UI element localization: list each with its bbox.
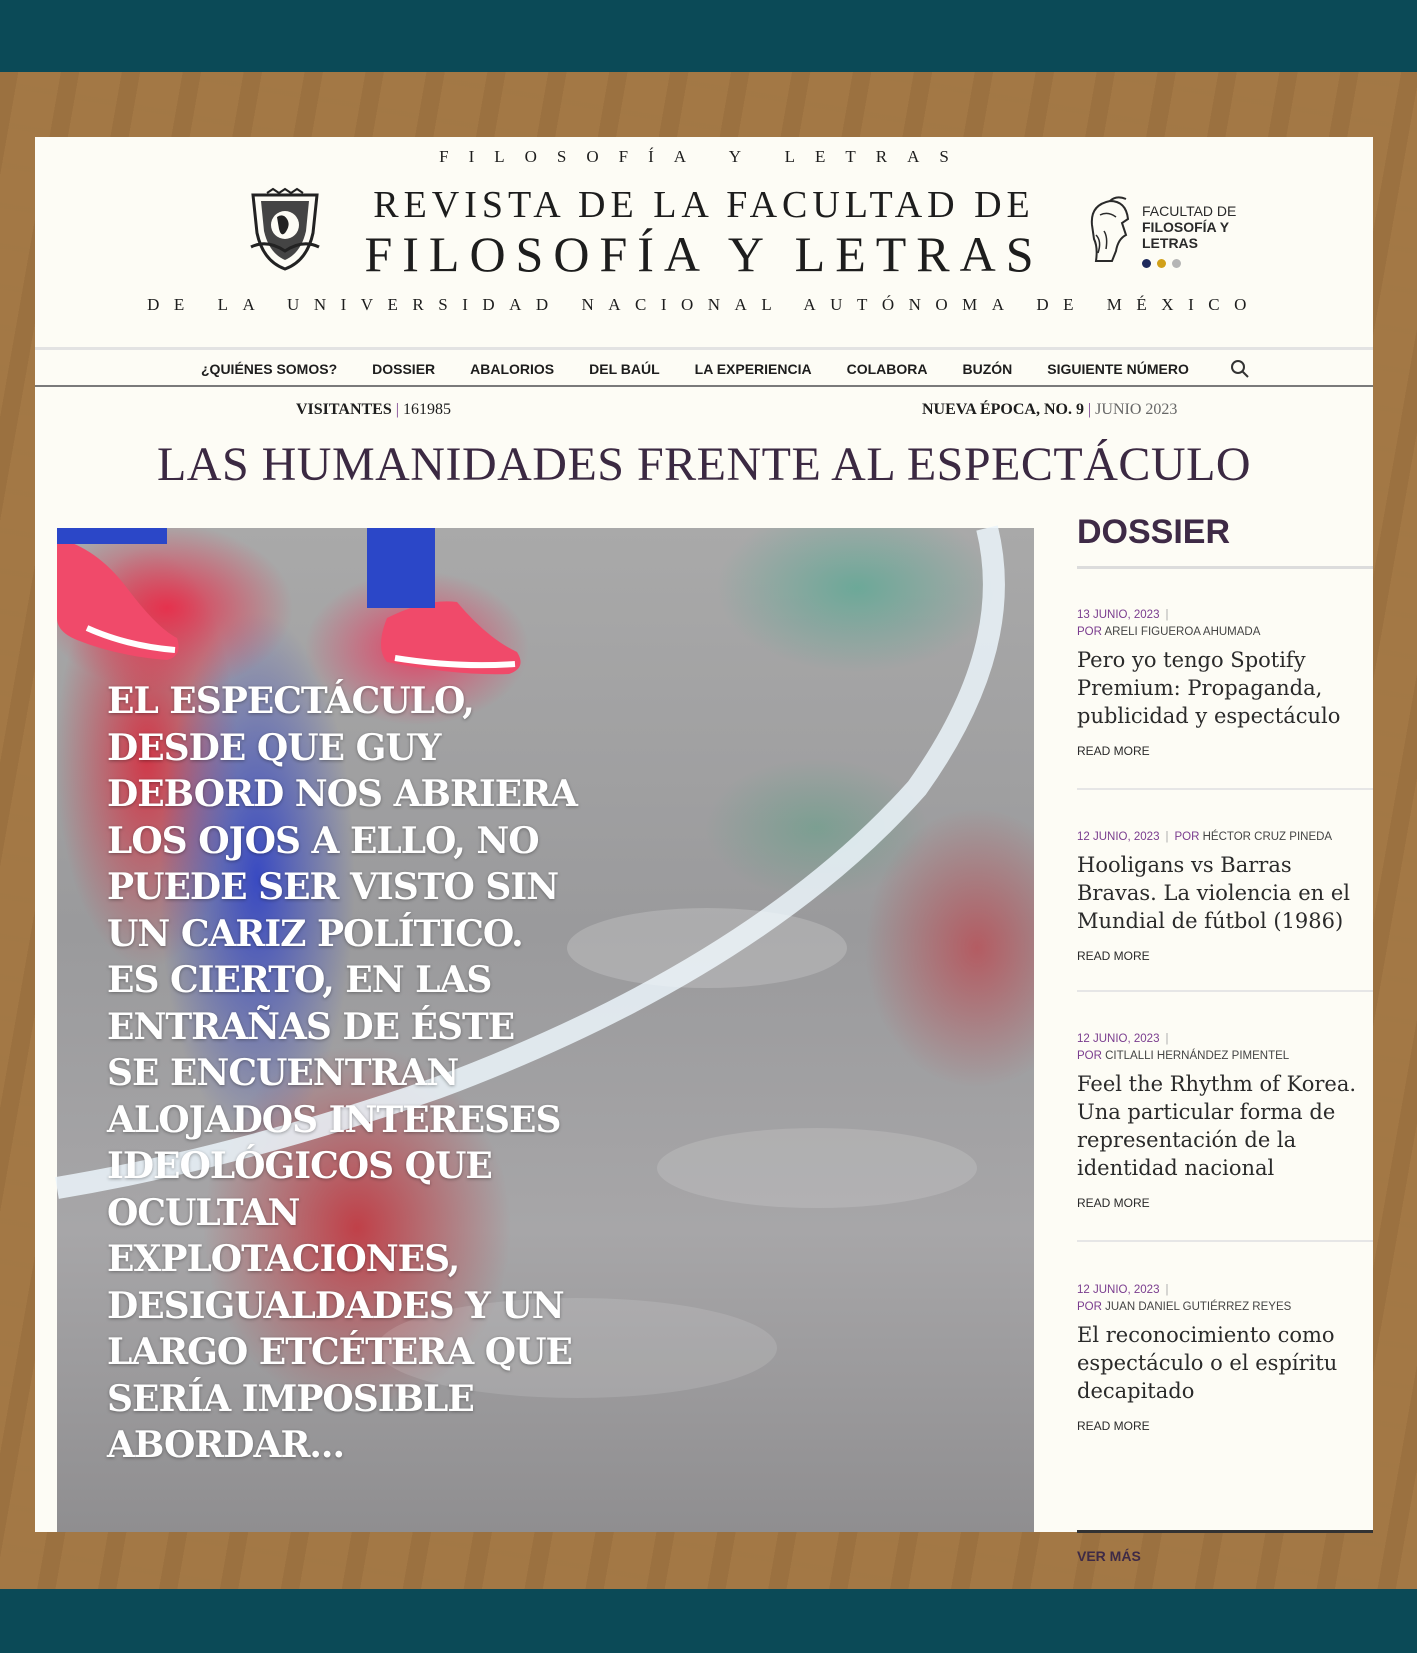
- article-por: POR: [1077, 1301, 1102, 1313]
- article-title[interactable]: El reconocimiento como espectáculo o el espíritu decapitado: [1077, 1323, 1338, 1403]
- main-nav: [35, 347, 1373, 387]
- article-date: 13 JUNIO, 2023: [1077, 609, 1160, 621]
- nav-item-buzon[interactable]: BUZÓN: [962, 360, 1013, 377]
- ver-mas-rule: [1077, 1530, 1373, 1533]
- nav-item-del-baul[interactable]: DEL BAÚL: [589, 360, 660, 377]
- faculty-logo-line1: FACULTAD DE: [1142, 203, 1237, 219]
- nav-item-la-experiencia[interactable]: LA EXPERIENCIA: [694, 360, 812, 377]
- faculty-logo-dots: [1142, 255, 1187, 273]
- faculty-logo-text: [1142, 203, 1236, 251]
- sidebar-title-rule: [1077, 566, 1373, 569]
- header-title-line1: REVISTA DE LA FACULTAD DE: [373, 184, 1035, 226]
- article-por: POR: [1077, 626, 1102, 638]
- ver-mas-link[interactable]: VER MÁS: [1077, 1548, 1141, 1564]
- article-title[interactable]: Feel the Rhythm of Korea. Una particular forma de representación de la identidad nacional: [1077, 1072, 1357, 1180]
- article-divider: [1077, 990, 1373, 992]
- visitors-separator: |: [395, 401, 399, 418]
- nav-item-quienes-somos[interactable]: ¿QUIÉNES SOMOS?: [201, 360, 338, 377]
- issue-date: JUNIO 2023: [1095, 401, 1178, 418]
- visitor-counter: [296, 401, 451, 419]
- nav-item-dossier[interactable]: DOSSIER: [372, 360, 436, 377]
- bottom-band: [0, 1589, 1417, 1653]
- read-more-link[interactable]: READ MORE: [1077, 1196, 1150, 1210]
- article-author[interactable]: CITLALLI HERNÁNDEZ PIMENTEL: [1105, 1050, 1290, 1062]
- issue-info: [922, 401, 1177, 419]
- unam-crest-icon[interactable]: [247, 189, 323, 273]
- search-icon[interactable]: [1230, 359, 1250, 379]
- issue-headline: LAS HUMANIDADES FRENTE AL ESPECTÁCULO: [156, 438, 1252, 491]
- visitors-label: VISITANTES: [296, 401, 392, 418]
- faculty-logo[interactable]: [1082, 195, 1312, 269]
- article-author[interactable]: JUAN DANIEL GUTIÉRREZ REYES: [1105, 1301, 1292, 1313]
- nav-item-abalorios[interactable]: ABALORIOS: [470, 360, 555, 377]
- athena-helmet-icon: [1082, 195, 1134, 265]
- header-kicker: FILOSOFÍA Y LETRAS: [439, 147, 969, 166]
- article-author[interactable]: ARELI FIGUEROA AHUMADA: [1104, 626, 1261, 638]
- header-title-line2: FILOSOFÍA Y LETRAS: [364, 226, 1044, 282]
- issue-label: NUEVA ÉPOCA, NO. 9: [922, 401, 1084, 418]
- sidebar-article: [1077, 1033, 1373, 1210]
- faculty-logo-line3: LETRAS: [1142, 235, 1198, 251]
- sidebar-title: DOSSIER: [1077, 513, 1231, 551]
- top-band: [0, 0, 1417, 72]
- web-page: [35, 137, 1373, 1564]
- hero-image[interactable]: [57, 528, 1034, 1532]
- article-date: 12 JUNIO, 2023: [1077, 831, 1160, 843]
- sidebar-article: [1077, 609, 1373, 758]
- article-date: 12 JUNIO, 2023: [1077, 1033, 1160, 1045]
- visitors-count: 161985: [402, 401, 451, 418]
- article-title[interactable]: Pero yo tengo Spotify Premium: Propaganda, publicidad y espectáculo: [1077, 648, 1341, 728]
- article-por: POR: [1077, 1050, 1102, 1062]
- article-date-sep: |: [1165, 1033, 1169, 1045]
- article-date-sep: |: [1165, 1284, 1169, 1296]
- nav-item-siguiente-numero[interactable]: SIGUIENTE NÚMERO: [1047, 360, 1189, 377]
- article-divider: [1077, 1240, 1373, 1242]
- header-subline: DE LA UNIVERSIDAD NACIONAL AUTÓNOMA DE MÉXICO: [147, 295, 1261, 314]
- faculty-logo-line2: FILOSOFÍA Y: [1142, 219, 1230, 235]
- article-title[interactable]: Hooligans vs Barras Bravas. La violencia en el Mundial de fútbol (1986): [1077, 853, 1350, 933]
- article-date-sep: |: [1165, 609, 1169, 621]
- logo-dot-gray: [1172, 259, 1181, 268]
- article-divider: [1077, 788, 1373, 790]
- article-por: POR: [1174, 831, 1200, 843]
- article-author[interactable]: HÉCTOR CRUZ PINEDA: [1202, 831, 1333, 843]
- sidebar-article: [1077, 831, 1373, 963]
- read-more-link[interactable]: READ MORE: [1077, 949, 1150, 963]
- article-date: 12 JUNIO, 2023: [1077, 1284, 1160, 1296]
- logo-dot-gold: [1157, 259, 1166, 268]
- read-more-link[interactable]: READ MORE: [1077, 744, 1150, 758]
- read-more-link[interactable]: READ MORE: [1077, 1419, 1150, 1433]
- issue-separator: |: [1087, 401, 1092, 418]
- nav-item-colabora[interactable]: COLABORA: [846, 360, 928, 377]
- sidebar-article: [1077, 1284, 1373, 1433]
- article-date-sep: |: [1165, 831, 1169, 843]
- logo-dot-navy: [1142, 259, 1151, 268]
- hero-excerpt[interactable]: EL ESPECTÁCULO, DESDE QUE GUY DEBORD NOS ABRIERA LOS OJOS A ELLO, NO PUEDE SER VISTO SIN UN CARIZ POLÍTICO. ES CIERTO, EN LAS ENTRAÑAS DE ÉSTE SE ENCUENTRAN ALOJADOS INTERESES IDEOLÓGICOS QUE OCULTAN EXPLOTACIONES, DESIGUALDADES Y UN LARGO ETCÉTERA QUE SERÍA IMPOSIBLE ABORDAR...: [107, 680, 577, 1466]
